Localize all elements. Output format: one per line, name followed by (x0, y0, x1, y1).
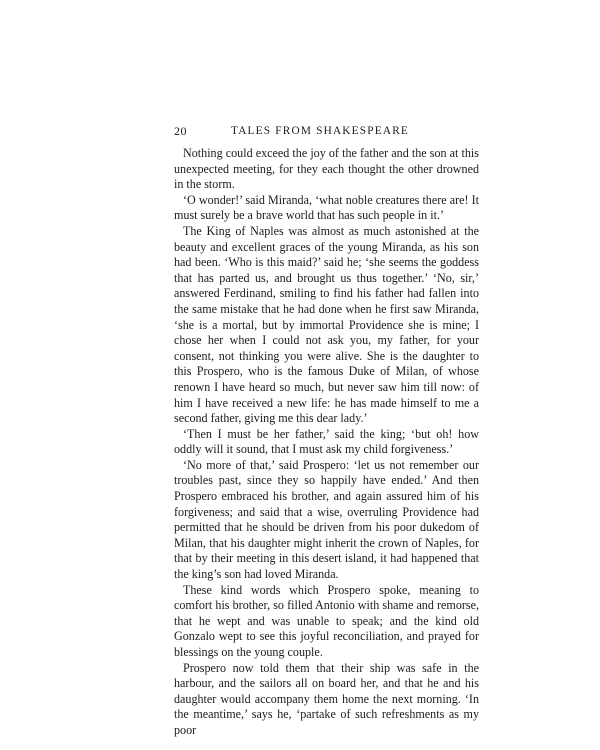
page-number: 20 (174, 124, 187, 138)
running-title: TALES FROM SHAKESPEARE (231, 125, 410, 137)
paragraph-2: ‘O wonder!’ said Miranda, ‘what noble creatures there are! It must surely be a brave world that has such people in it.’ (174, 192, 479, 223)
paragraph-7: Prospero now told them that their ship was safe in the harbour, and the sailors all on board her, and that he and his daughter would accompany them home the next morning. ‘In the meantime,’ says he, ‘partake of such refreshments as my poor (174, 660, 479, 737)
body-text (174, 146, 479, 739)
paragraph-4: ‘Then I must be her father,’ said the king; ‘but oh! how oddly will it sound, that I must ask my child forgiveness.’ (174, 426, 479, 457)
paragraph-5: ‘No more of that,’ said Prospero: ‘let us not remember our troubles past, since they so happily have ended.’ And then Prospero embraced his brother, and again assured him of his forgiveness; and said that a wise, overruling Providence had permitted that he should be driven from his poor dukedom of Milan, that his daughter might inherit the crown of Naples, for that by their meeting in this desert island, it had happened that the king’s son had loved Miranda. (174, 457, 479, 582)
paragraph-6: These kind words which Prospero spoke, meaning to comfort his brother, so filled Antonio with shame and remorse, that he wept and was unable to speak; and the kind old Gonzalo wept to see this joyful reconciliation, and prayed for blessings on the young couple. (174, 582, 479, 659)
paragraph-3: The King of Naples was almost as much astonished at the beauty and excellent graces of the young Miranda, as his son had been. ‘Who is this maid?’ said he; ‘she seems the goddess that has parted us, and brought us thus together.’ ‘No, sir,’ answered Ferdinand, smiling to find his father had fallen into the same mistake that he had done when he first saw Miranda, ‘she is a mortal, but by immortal Providence she is mine; I chose her when I could not ask you, my father, for your consent, not thinking you were alive. She is the daughter to this Prospero, who is the famous Duke of Milan, of whose renown I have heard so much, but never saw him till now: of him I have received a new life: he has made himself to me a second father, giving me this dear lady.’ (174, 223, 479, 426)
running-head (174, 123, 479, 139)
paragraph-1: Nothing could exceed the joy of the father and the son at this unexpected meeting, for they each thought the other drowned in the storm. (174, 146, 479, 192)
